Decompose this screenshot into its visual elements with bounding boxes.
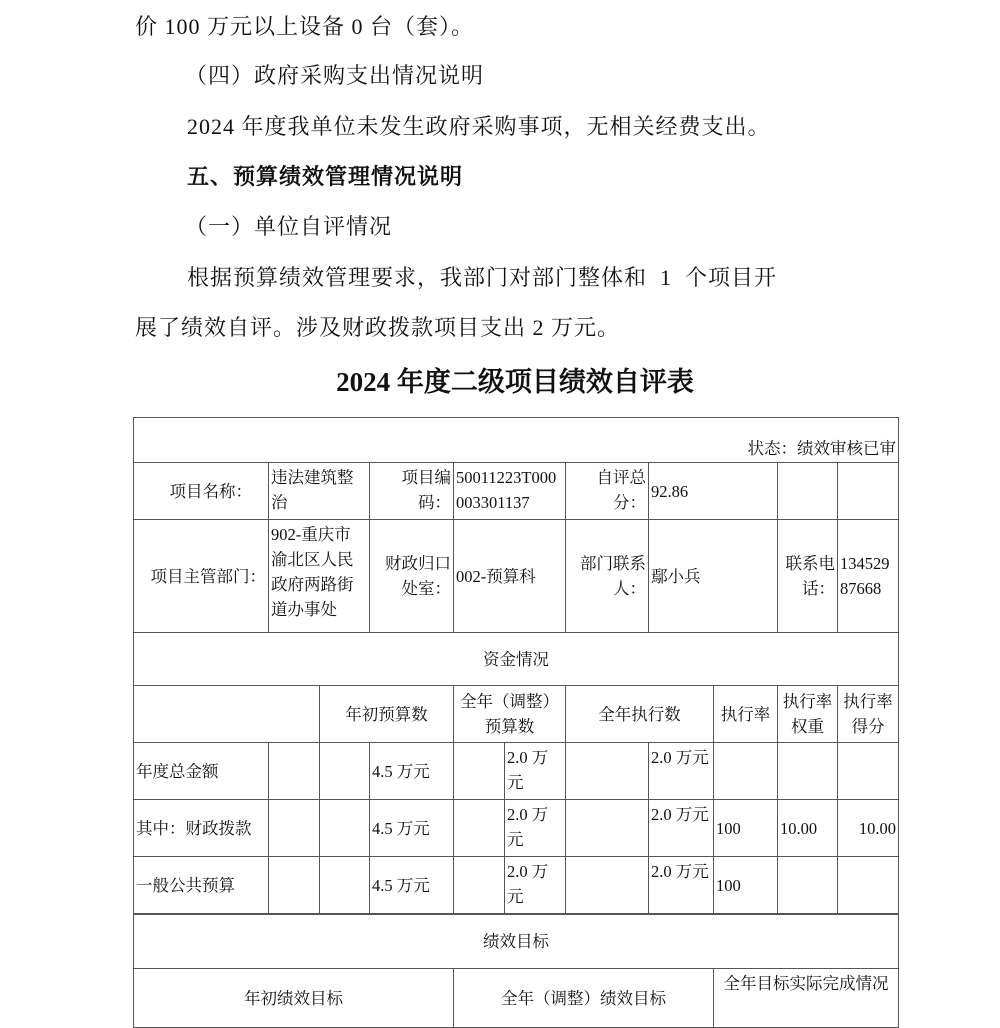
empty-cell: [565, 799, 649, 857]
empty-cell: [319, 856, 370, 914]
empty-cell: [565, 856, 649, 914]
col-header: 执行率权重: [777, 685, 838, 743]
paragraph: 价 100 万元以上设备 0 台（套）。: [135, 14, 475, 39]
project-code: 50011223T000003301137: [453, 462, 566, 520]
empty-cell: [268, 799, 320, 857]
empty-cell: [453, 742, 505, 800]
empty-cell: [777, 462, 838, 520]
cell-weight: [777, 742, 838, 800]
cell-label: 年度总金额: [133, 742, 269, 800]
empty-cell: [268, 856, 320, 914]
cell-adjusted: 2.0 万元: [504, 856, 566, 914]
cell-initial: 4.5 万元: [369, 799, 454, 857]
empty-cell: [453, 856, 505, 914]
empty-cell: [319, 799, 370, 857]
goals-header: 绩效目标: [133, 914, 899, 969]
empty-cell: [453, 799, 505, 857]
phone-label: 联系电话：: [777, 519, 838, 633]
cell-executed: 2.0 万元: [648, 856, 714, 914]
goal-col-header: 全年目标实际完成情况: [713, 968, 899, 1028]
status-cell: 状态：绩效审核已审: [133, 417, 899, 463]
empty-cell: [565, 742, 649, 800]
empty-cell: [837, 462, 899, 520]
col-header: 年初预算数: [319, 685, 454, 743]
goal-col-header: 年初绩效目标: [133, 968, 454, 1028]
cell-adjusted: 2.0 万元: [504, 799, 566, 857]
dept-label: 项目主管部门：: [133, 519, 269, 633]
section-heading: （四）政府采购支出情况说明: [185, 63, 485, 88]
cell-label: 其中：财政拨款: [133, 799, 269, 857]
cell-points: [837, 856, 899, 914]
funds-header: 资金情况: [133, 632, 899, 686]
project-name: 违法建筑整治: [268, 462, 370, 520]
project-code-label: 项目编码：: [369, 462, 454, 520]
table-title: 2024 年度二级项目绩效自评表: [336, 367, 694, 397]
cell-points: 10.00: [837, 799, 899, 857]
cell-rate: 100: [713, 799, 778, 857]
section-heading: 五、预算绩效管理情况说明: [187, 164, 464, 189]
project-name-label: 项目名称：: [133, 462, 269, 520]
cell-executed: 2.0 万元: [648, 799, 714, 857]
cell-rate: 100: [713, 856, 778, 914]
finance-office: 002-预算科: [453, 519, 566, 633]
paragraph: 展了绩效自评。涉及财政拨款项目支出 2 万元。: [135, 315, 621, 340]
paragraph: 2024 年度我单位未发生政府采购事项，无相关经费支出。: [187, 114, 771, 139]
empty-cell: [319, 742, 370, 800]
col-header: 全年（调整）预算数: [453, 685, 566, 743]
cell-rate: [713, 742, 778, 800]
col-header: 执行率得分: [837, 685, 899, 743]
col-header: 全年执行数: [565, 685, 714, 743]
cell-initial: 4.5 万元: [369, 856, 454, 914]
cell-executed: 2.0 万元: [648, 742, 714, 800]
cell-weight: [777, 856, 838, 914]
self-eval-score: 92.86: [648, 462, 778, 520]
phone: 13452987668: [837, 519, 899, 633]
cell-adjusted: 2.0 万元: [504, 742, 566, 800]
finance-label: 财政归口处室：: [369, 519, 454, 633]
contact-label: 部门联系人：: [565, 519, 649, 633]
cell-weight: 10.00: [777, 799, 838, 857]
section-heading: （一）单位自评情况: [185, 214, 393, 239]
cell-points: [837, 742, 899, 800]
cell-initial: 4.5 万元: [369, 742, 454, 800]
goal-col-header: 全年（调整）绩效目标: [453, 968, 714, 1028]
score-label: 自评总分：: [565, 462, 649, 520]
empty-cell: [268, 742, 320, 800]
dept: 902-重庆市渝北区人民政府两路街道办事处: [268, 519, 370, 633]
empty-cell: [133, 685, 320, 743]
paragraph: 根据预算绩效管理要求，我部门对部门整体和 1 个项目开: [187, 265, 778, 290]
contact-person: 鄢小兵: [648, 519, 778, 633]
col-header: 执行率: [713, 685, 778, 743]
cell-label: 一般公共预算: [133, 856, 269, 914]
